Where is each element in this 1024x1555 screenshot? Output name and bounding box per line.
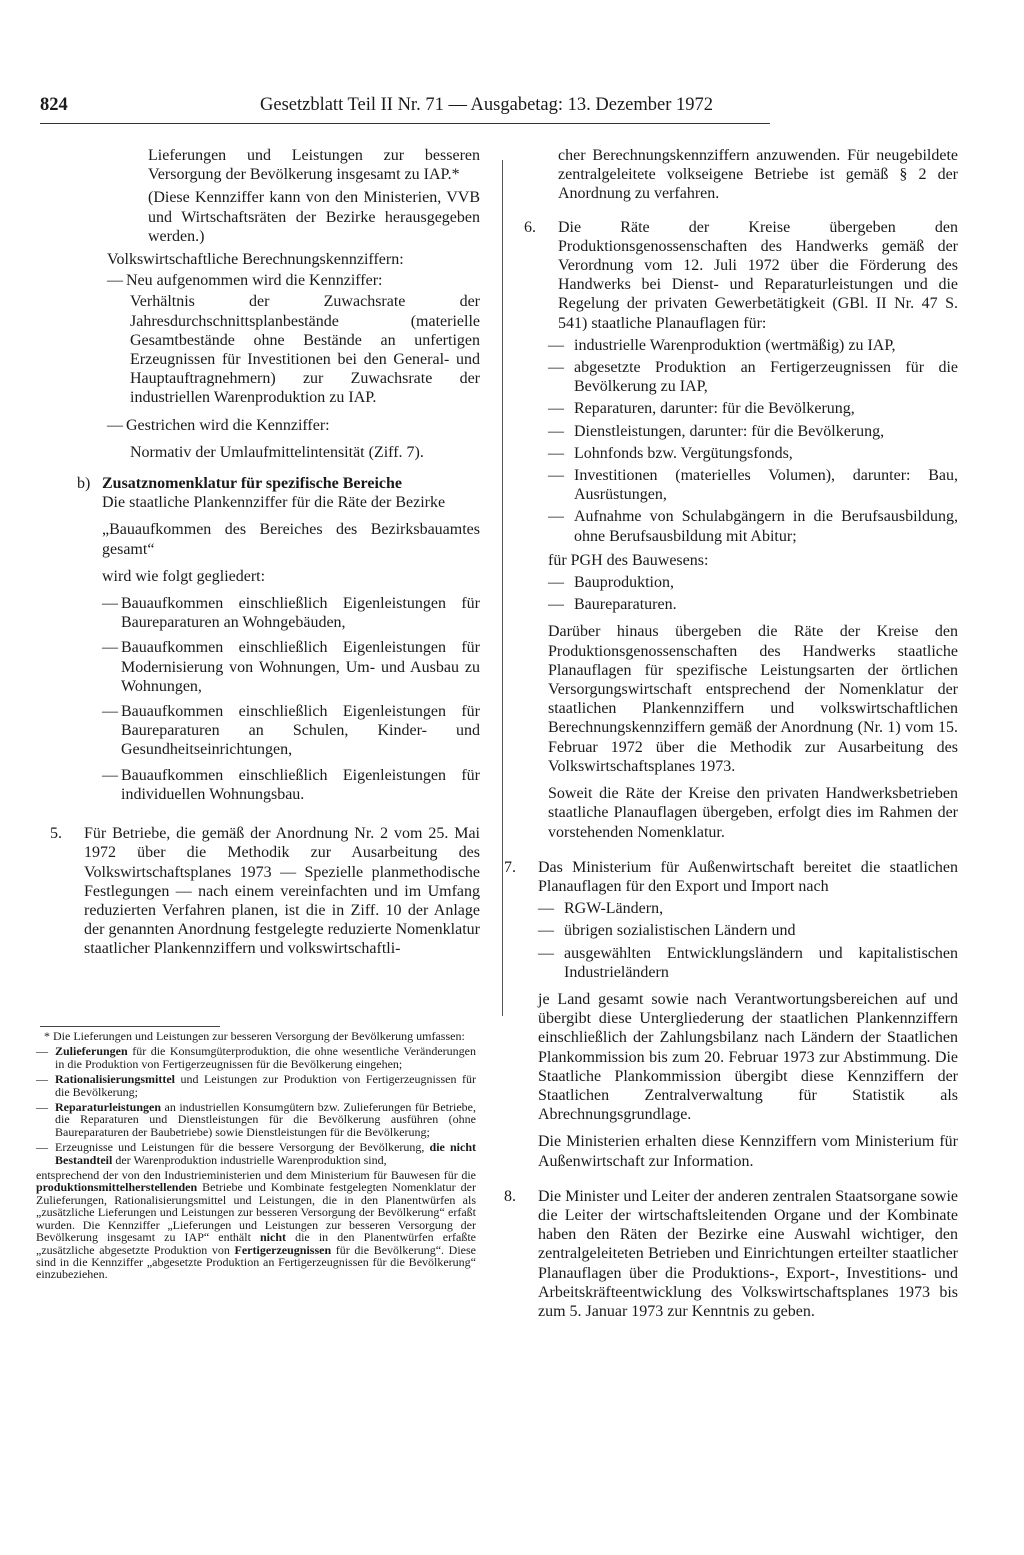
paragraph: Soweit die Räte der Kreise den privaten Handwerksbetrieben staatliche Planauflagen übergeben, erfolgt dies im Rahmen der vorstehenden Nomenklatur. [548,785,958,841]
footnote-bold: Reparaturleistungen [55,1100,161,1115]
dash-marker: — [36,1100,48,1115]
dash-marker: — [548,400,564,418]
list-item-text: Neu aufgenommen wird die Kennziffer: [126,272,383,290]
footnote-text: an industriellen Konsumgütern bzw. Zulieferungen für Betriebe, die Reparaturen und Dienstleistungen für die Bevölkerung ausführen (ohne Baureparaturen der Baubetriebe) sowie Dienstleistungen für die Bevölkerung; [55,1100,476,1139]
dash-marker: — [538,900,554,918]
footnote-bold: Zulieferungen [55,1044,128,1059]
dash-marker: — [548,508,564,526]
dash-marker: — [548,596,564,614]
item-text: Die Minister und Leiter der anderen zentralen Staatsorgane sowie die Leiter der wirtschaftsleitenden Organe und der Kombinate haben den Räten der Bezirke eine Auswahl wichtiger, den zentralgeleiteten Betrieben und Einrichtungen erteilter staatlicher Planauflagen über die Produktions-, Export-, Investitions- und Arbeitskräfteentwicklung des Volkswirtschaftsplanes 1973 bis zum 5. Januar 1973 zur Kenntnis zu geben. [538,1187,958,1320]
list-item [107,271,480,290]
item-number: 7. [504,858,516,876]
numbered-item-8 [504,1187,958,1321]
dash-marker: — [538,922,554,940]
footnote-text: für die Bevölkerung“. Diese sind in die Kennziffer „abgesetzte Produktion an Fertigerzeugnissen für die Bevölkerung“ einzubeziehen. [36,1242,476,1282]
paragraph: Volkswirtschaftliche Berechnungskennziffern: [107,251,404,269]
list-item-text: Reparaturen, darunter: für die Bevölkerung, [574,400,855,418]
list-item-text: Bauaufkommen einschließlich Eigenleistungen für Modernisierung von Wohnungen, Um- und Ausbau zu Wohnungen, [121,639,480,695]
list-item [548,358,958,396]
paragraph: Lieferungen und Leistungen zur besseren Versorgung der Bevölkerung insgesamt zu IAP.* [148,147,480,184]
list-item [102,638,480,696]
footnote-item [36,1141,476,1166]
footnote-text: entsprechend der von den Industrieministerien und dem Ministerium für Bauwesen für die [36,1168,476,1183]
subsection-heading: Zusatznomenklatur für spezifische Bereiche [102,475,402,493]
dash-marker: — [107,272,123,290]
column-divider [502,160,503,1016]
dash-marker: — [538,944,554,962]
paragraph: cher Berechnungskennziffern anzuwenden. Für neugebildete zentralgeleitete volkseigene Betriebe ist gemäß § 2 der Anordnung zu verfahren. [558,147,958,203]
footnote-item [36,1073,476,1098]
header-title: Gesetzblatt Teil II Nr. 71 — Ausgabetag: 13. Dezember 1972 [260,95,714,115]
list-item [102,766,480,804]
list-item-text: Aufnahme von Schulabgängern in die Berufsausbildung, ohne Berufsausbildung mit Abitur; [574,508,958,545]
list-item-text: Bauaufkommen einschließlich Eigenleistungen für Baureparaturen an Schulen, Kinder- und Gesundheitseinrichtungen, [121,703,480,759]
left-column [40,146,480,959]
list-item-text: übrigen sozialistischen Ländern und [564,922,796,940]
footnote-bold: Rationalisierungsmittel [55,1072,175,1087]
footnote-text: der Warenproduktion industrielle Warenproduktion sind, [112,1152,387,1167]
paragraph: Die Ministerien erhalten diese Kennziffern vom Ministerium für Außenwirtschaft zur Information. [538,1133,958,1170]
item-6-list [548,336,958,842]
footnote-text: für die Konsumgüterproduktion, die ohne wesentliche Veränderungen in die Produktion von Fertigerzeugnissen für die Bevölkerung eingehen; [55,1044,476,1071]
paragraph: Die staatliche Plankennziffer für die Räte der Bezirke [102,494,446,512]
list-item [548,336,958,355]
list-item-text: RGW-Ländern, [564,900,664,918]
list-item [548,466,958,504]
footnote-bold: produktionsmittelherstellenden [36,1180,198,1195]
dash-marker: — [102,766,118,784]
footnote-tail [36,1169,476,1281]
list-item-text: Bauaufkommen einschließlich Eigenleistungen für Baureparaturen an Wohngebäuden, [121,595,480,632]
dash-marker: — [102,595,118,613]
list-item-text: ausgewählten Entwicklungsländern und kapitalistischen Industrieländern [564,944,958,981]
item-number: 5. [50,825,62,843]
footnote-rule [40,1026,220,1027]
list-item [548,444,958,463]
list-item [102,702,480,760]
dash-marker: — [548,422,564,440]
paragraph: (Diese Kennziffer kann von den Ministerien, VVB und Wirtschaftsräten der Bezirke herausgegeben werden.) [148,189,480,245]
footnote-text: die in den Planentwürfen erfaßte „zusätzliche abgesetzte Produktion von [36,1230,476,1257]
item-number: 6. [524,218,536,236]
dash-marker: — [102,703,118,721]
footnote-bold: die nicht Bestandteil [55,1140,477,1167]
list-item [548,399,958,418]
list-item [548,573,958,592]
list-item-text: Dienstleistungen, darunter: für die Bevölkerung, [574,422,885,440]
list-item-text: Gestrichen wird die Kennziffer: [126,416,330,434]
dash-marker: — [36,1044,48,1059]
paragraph: Verhältnis der Zuwachsrate der Jahresdurchschnittsplanbestände (materielle Gesamtbestände ohne Bestände an unfertigen Erzeugnissen für Investitionen bei den General- und Hauptauftragnehmern) zur Zuwachsrate der industriellen Warenproduktion zu IAP. [130,293,480,407]
footnote-intro: * Die Lieferungen und Leistungen zur besseren Versorgung der Bevölkerung umfassen: [44,1029,465,1043]
header-rule [40,123,770,124]
paragraph: für PGH des Bauwesens: [548,551,709,569]
list-item-text: Baureparaturen. [574,596,677,614]
numbered-item-5 [50,824,480,958]
list-item [102,594,480,632]
item-text: Das Ministerium für Außenwirtschaft bereitet die staatlichen Planauflagen für den Export und Import nach [538,858,958,895]
numbered-item-7 [504,858,958,896]
list-item-text: industrielle Warenproduktion (wertmäßig) zu IAP, [574,336,896,354]
dash-marker: — [36,1072,48,1087]
item-7-list [538,899,958,1171]
item-number: 8. [504,1187,516,1205]
paragraph: „Bauaufkommen des Bereiches des Bezirksbauamtes gesamt“ [102,521,480,558]
list-item-text: Bauproduktion, [574,574,674,592]
dash-marker: — [36,1140,48,1155]
numbered-item-6 [524,218,958,333]
item-text: Die Räte der Kreise übergeben den Produktionsgenossenschaften des Handwerks gemäß der Verordnung vom 12. Juli 1972 über die Förderung des Handwerks bei Dienst- und Reparaturleistungen und die Regelung der privaten Gewerbetätigkeit (GBl. II Nr. 47 S. 541) staatliche Planauflagen für: [558,218,958,332]
footnote-item [36,1101,476,1138]
footnote-bold: nicht [260,1230,287,1245]
page-number: 824 [40,95,68,115]
paragraph: je Land gesamt sowie nach Verantwortungsbereichen auf und übergibt diese Untergliederung der staatlichen Plankennziffern einschließlich der Zahlungsbilanz nach Ländern der Staatlichen Plankommission bis zum 20. Februar 1973 zur Abstimmung. Die Staatliche Plankommission übergibt diese Kennziffern der Staatlichen Zentralverwaltung für Statistik als Abrechnungsgrundlage. [538,990,958,1124]
subsection-b [77,474,480,804]
dash-marker: — [107,416,123,434]
paragraph: Normativ der Umlaufmittelintensität (Ziff. 7). [130,443,424,461]
list-item [538,899,958,918]
dash-marker: — [548,359,564,377]
list-item [538,921,958,940]
list-item [548,595,958,614]
item-text: Für Betriebe, die gemäß der Anordnung Nr. 2 vom 25. Mai 1972 über die Methodik zur Ausarbeitung des Volkswirtschaftsplanes 1973 — Spezielle planmethodische Festlegungen — nach einem vereinfachten und im Umfang reduzierten Verfahren planen, ist die in Ziff. 10 der Anlage der genannten Anordnung festgelegte reduzierte Nomenklatur staatlicher Plankennziffern und volkswirtschaftli- [84,825,480,958]
footnote [36,1030,476,1281]
page-header [40,90,770,120]
footnote-bold: Fertigerzeugnissen [234,1242,332,1257]
list-item [548,507,958,545]
footnote-item [36,1045,476,1070]
list-item [107,416,480,435]
paragraph: wird wie folgt gegliedert: [102,567,266,585]
footnote-text: Erzeugnisse und Leistungen für die bessere Versorgung der Bevölkerung, [55,1140,430,1155]
dash-marker: — [548,574,564,592]
list-item-text: Investitionen (materielles Volumen), darunter: Bau, Ausrüstungen, [574,467,958,504]
list-item-text: abgesetzte Produktion an Fertigerzeugnissen für die Bevölkerung zu IAP, [574,359,958,396]
dash-marker: — [548,444,564,462]
list-item-text: Bauaufkommen einschließlich Eigenleistungen für individuellen Wohnungsbau. [121,766,480,803]
right-column [504,146,958,1321]
dash-marker: — [548,336,564,354]
paragraph: Darüber hinaus übergeben die Räte der Kreise den Produktionsgenossenschaften des Handwerks staatliche Planauflagen für spezifische Leistungsarten der örtlichen Versorgungswirtschaft entsprechend der Nomenklatur der staatlichen Plankennziffern und volkswirtschaftlichen Berechnungskennziffern gemäß der Anordnung (Nr. 1) vom 15. Februar 1972 über die Methodik zur Ausarbeitung des Volkswirtschaftsplanes 1973. [548,623,958,775]
dash-marker: — [102,639,118,657]
dash-marker: — [548,467,564,485]
footnote-text: und Leistungen zur Produktion von Fertigerzeugnissen für die Bevölkerung; [55,1072,476,1099]
list-item-text: Lohnfonds bzw. Vergütungsfonds, [574,444,793,462]
subsection-label: b) [77,475,91,493]
list-item [548,422,958,441]
list-item [538,944,958,982]
footnote-text: Betriebe und Kombinate festgelegten Nomenklatur der Zulieferungen, Rationalisierungsmittel und Leistungen, die in den Planentwürfen als „zusätzliche Lieferungen und Leistungen zur besseren Versorgung der Bevölkerung“ erfaßt wurden. Die Kennziffer „Lieferungen und Leistungen zur besseren Versorgung der Bevölkerung insgesamt zu IAP“ enthält [36,1180,476,1245]
